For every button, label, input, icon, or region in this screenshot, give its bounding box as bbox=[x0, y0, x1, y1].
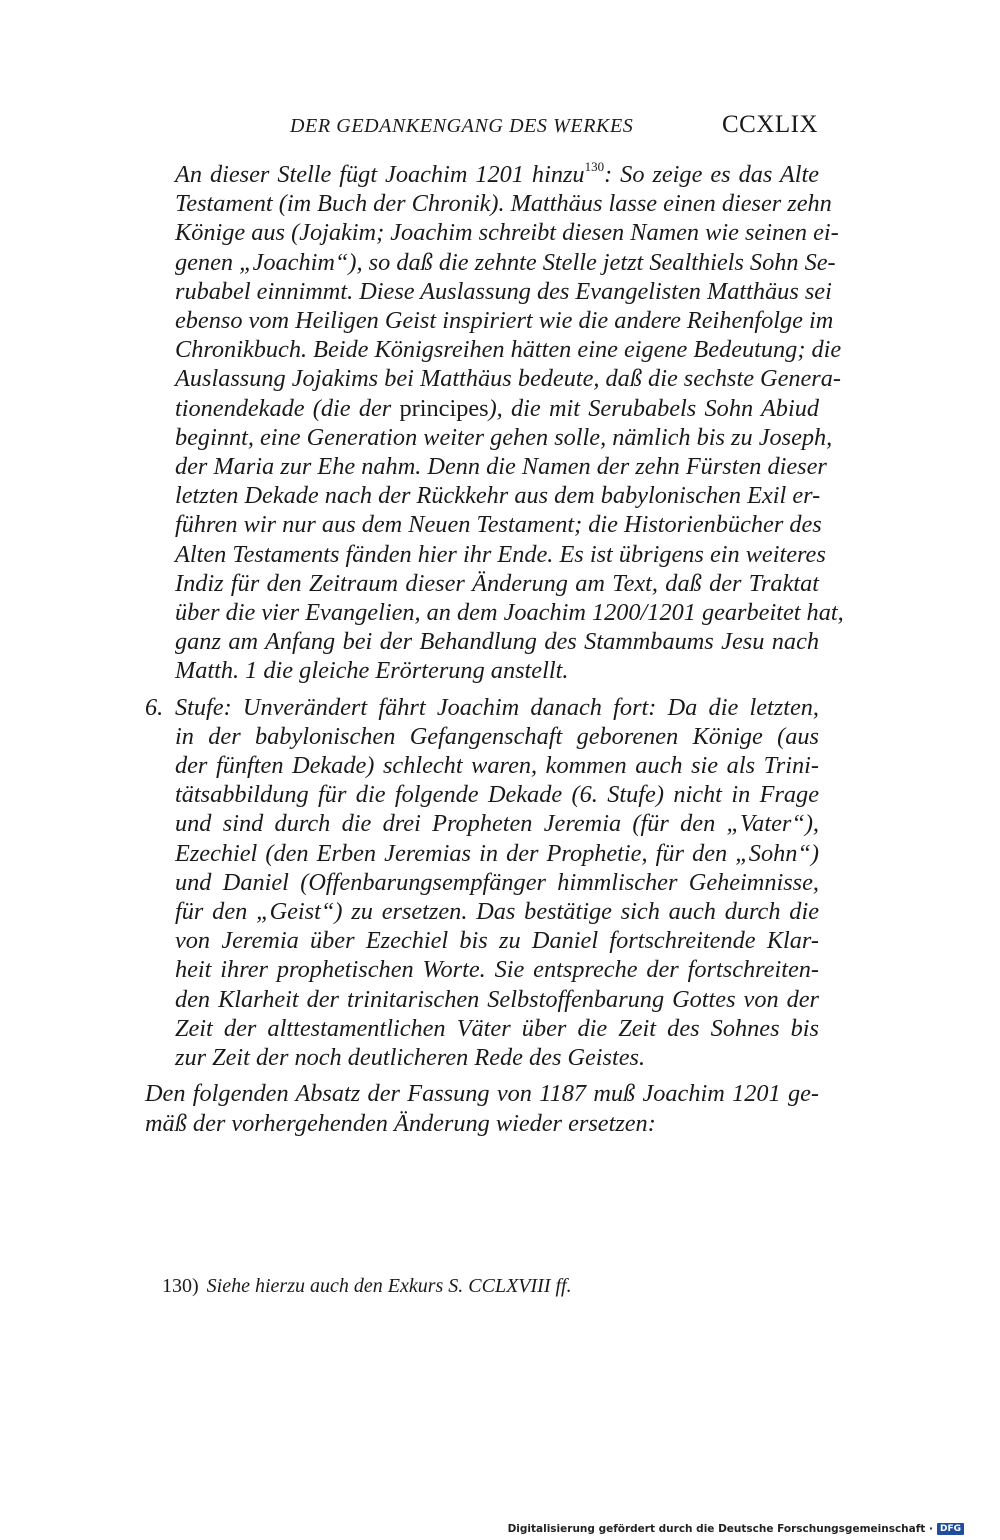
main-text bbox=[145, 158, 844, 1138]
text-line: Alten Testaments fänden hier ihr Ende. Es ist übrigens ein weiteres bbox=[175, 540, 826, 568]
text-segment: An dieser Stelle fügt Joachim 1201 hinzu bbox=[175, 161, 585, 188]
text-line: genen „Joachim“), so daß die zehnte Stelle jetzt Sealthiels Sohn Se- bbox=[175, 248, 836, 276]
text-line: für den „Geist“) zu ersetzen. Das bestätige sich auch durch die bbox=[175, 898, 819, 926]
text-line: den Klarheit der trinitarischen Selbstoffenbarung Gottes von der bbox=[175, 985, 819, 1013]
running-header bbox=[290, 111, 818, 145]
text-line: führen wir nur aus dem Neuen Testament; die Historienbücher des bbox=[175, 511, 822, 539]
paragraph bbox=[145, 1079, 819, 1137]
footnote bbox=[162, 1275, 802, 1298]
latin-term: principes bbox=[399, 394, 489, 422]
text-line: Ezechiel (den Erben Jeremias in der Prophetie, für den „Sohn“) bbox=[175, 839, 819, 867]
text-line: Den folgenden Absatz der Fassung von 1187 muß Joachim 1201 ge- bbox=[145, 1080, 819, 1108]
text-line: Chronikbuch. Beide Königsreihen hätten eine eigene Bedeutung; die bbox=[175, 336, 842, 364]
text-line: Zeit der alttestamentlichen Väter über die Zeit des Sohnes bis bbox=[175, 1014, 819, 1042]
text-segment: : So zeige es das Alte bbox=[604, 161, 819, 188]
text-line: und Daniel (Offenbarungsempfänger himmlischer Geheimnisse, bbox=[175, 868, 819, 896]
text-line: über die vier Evangelien, an dem Joachim 1200/1201 gearbeitet hat, bbox=[175, 599, 844, 627]
text-line: beginnt, eine Generation weiter gehen solle, nämlich bis zu Joseph, bbox=[175, 423, 833, 451]
text-line: tätsabbildung für die folgende Dekade (6. Stufe) nicht in Frage bbox=[175, 781, 819, 809]
text-line: der Maria zur Ehe nahm. Denn die Namen der zehn Fürsten dieser bbox=[175, 453, 827, 481]
footnote-ref[interactable]: 130 bbox=[584, 158, 605, 174]
list-item-6 bbox=[145, 693, 819, 1073]
text-line: mäß der vorhergehenden Änderung wieder ersetzen: bbox=[145, 1109, 656, 1137]
footnote-text: Siehe hierzu auch den Exkurs S. CCLXVIII ff. bbox=[206, 1275, 572, 1297]
text-line: der fünften Dekade) schlecht waren, kommen auch sie als Trini- bbox=[175, 752, 819, 780]
text-line: Matth. 1 die gleiche Erörterung anstellt. bbox=[175, 657, 569, 685]
text-line: heit ihrer prophetischen Worte. Sie entspreche der fortschreiten- bbox=[175, 956, 819, 984]
text-line: Auslassung Jojakims bei Matthäus bedeute, daß die sechste Genera- bbox=[175, 365, 842, 393]
list-item-text bbox=[175, 693, 819, 1073]
text-line: Testament (im Buch der Chronik). Matthäus lasse einen dieser zehn bbox=[175, 190, 832, 218]
text-line: Könige aus (Jojakim; Joachim schreibt diesen Namen wie seinen ei- bbox=[175, 219, 839, 247]
running-title: DER GEDANKENGANG DES WERKES bbox=[290, 115, 634, 137]
text-line bbox=[145, 394, 819, 423]
text-line: von Jeremia über Ezechiel bis zu Daniel fortschreitende Klar- bbox=[175, 927, 819, 955]
credit-text: Digitalisierung gefördert durch die Deutsche Forschungsgemeinschaft · bbox=[507, 1523, 933, 1535]
text-line: ganz am Anfang bei der Behandlung des Stammbaums Jesu nach bbox=[175, 628, 819, 656]
list-number: 6. bbox=[145, 693, 164, 721]
text-line: letzten Dekade nach der Rückkehr aus dem babylonischen Exil er- bbox=[175, 482, 821, 510]
dfg-logo: DFG bbox=[937, 1523, 964, 1535]
text-segment: tionendekade (die der bbox=[175, 394, 400, 422]
text-line bbox=[145, 160, 819, 189]
footnote-number: 130) bbox=[162, 1275, 199, 1297]
page-number: CCXLIX bbox=[721, 111, 818, 138]
text-line: und sind durch die drei Propheten Jeremia (für den „Vater“), bbox=[175, 810, 819, 838]
text-line: zur Zeit der noch deutlicheren Rede des Geistes. bbox=[175, 1044, 646, 1072]
text-line: ebenso vom Heiligen Geist inspiriert wie die andere Reihenfolge im bbox=[175, 307, 834, 335]
text-line: in der babylonischen Gefangenschaft geborenen Könige (aus bbox=[175, 722, 819, 750]
digitization-credit bbox=[508, 1523, 964, 1535]
text-segment: ), die mit Serubabels Sohn Abiud bbox=[488, 394, 819, 422]
text-line: rubabel einnimmt. Diese Auslassung des Evangelisten Matthäus sei bbox=[175, 277, 832, 305]
paragraph bbox=[145, 158, 844, 686]
text-line: Stufe: Unverändert fährt Joachim danach fort: Da die letzten, bbox=[175, 693, 819, 721]
text-line: Indiz für den Zeitraum dieser Änderung am Text, daß der Traktat bbox=[175, 569, 819, 597]
